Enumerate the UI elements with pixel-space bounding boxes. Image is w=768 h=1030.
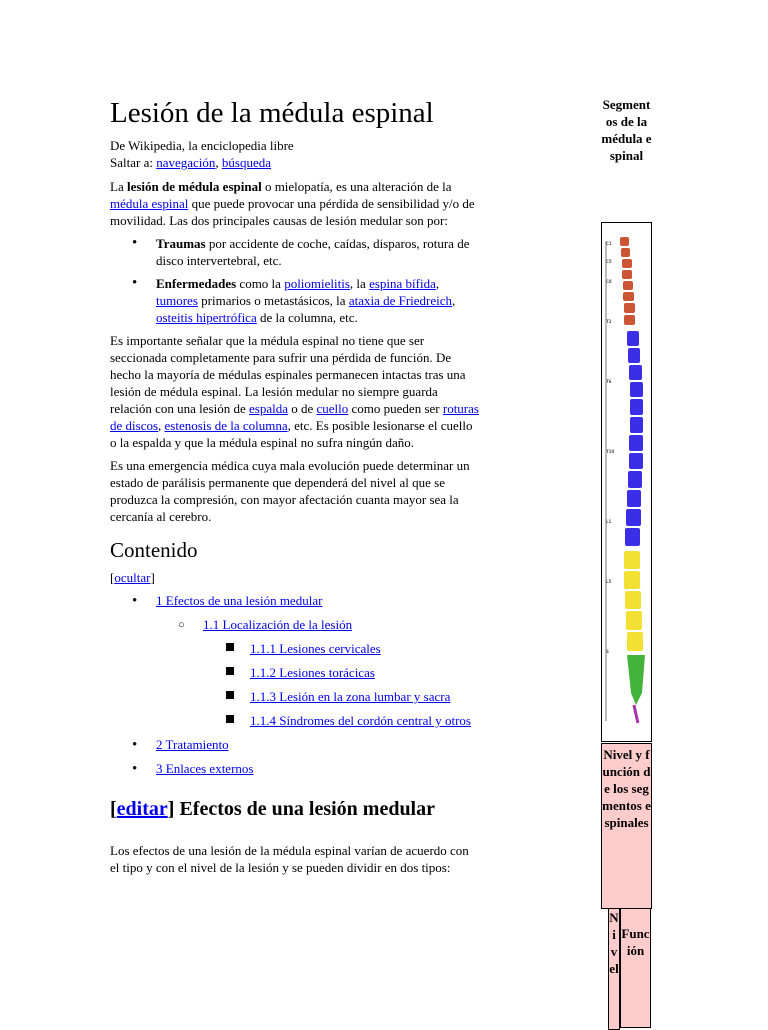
toc-link[interactable]: 1.1.4 Síndromes del cordón central y otros [250, 713, 471, 728]
svg-text:C5: C5 [606, 259, 612, 264]
sacral-vertebrae [627, 655, 645, 723]
infobox-title: Segmentos de la médula espinal [601, 97, 652, 163]
square-bullet-icon [226, 691, 234, 699]
svg-text:L5: L5 [606, 579, 612, 584]
bullet-icon: • [132, 761, 138, 777]
toc-link[interactable]: 3 Enlaces externos [156, 761, 254, 776]
section-heading: [editar] Efectos de una lesión medular [110, 798, 435, 820]
navigation-link[interactable]: navegación [156, 155, 216, 170]
spine-image [601, 222, 652, 742]
link-espina-bifida[interactable]: espina bífida [369, 276, 436, 291]
toc-hide-link[interactable]: ocultar [114, 570, 151, 585]
square-bullet-icon [226, 715, 234, 723]
toc-item [110, 640, 480, 664]
toc-item [110, 712, 480, 736]
jump-links: Saltar a: navegación, búsqueda [110, 155, 272, 170]
link-medula-espinal[interactable]: médula espinal [110, 196, 189, 211]
toc-item [110, 592, 480, 616]
link-poliomielitis[interactable]: poliomielitis [284, 276, 350, 291]
svg-text:T10: T10 [606, 449, 615, 454]
paragraph: Es importante señalar que la médula espinal no tiene que ser seccionada completamente para sufrir una pérdida de función. De hecho la mayoría de médulas espinales permanecen intactas tras una lesión de médula espinal. La lesión medular no siempre guarda relación con una lesión de espalda o de cuello como pueden ser roturas de discos, estenosis de la columna, etc. Es posible lesionarse el cuello o la espalda y que la médula espinal no sufra ningún daño. [110, 333, 479, 450]
page-title: Lesión de la médula espinal [110, 97, 434, 129]
article-body [110, 96, 480, 882]
toc-item [110, 664, 480, 688]
causes-list [110, 235, 480, 326]
paragraph: Es una emergencia médica cuya mala evolución puede determinar un estado de parálisis permanente que dependerá del nivel al que se produzca la compresión, con mayor afectación cuanta mayor sea la cercanía al cerebro. [110, 458, 470, 524]
infobox [601, 96, 652, 976]
toc-link[interactable]: 2 Tratamiento [156, 737, 229, 752]
toc-item [110, 688, 480, 712]
bullet-icon: • [132, 737, 138, 753]
search-link[interactable]: búsqueda [221, 155, 272, 170]
link-osteitis[interactable]: osteitis hipertrófica [156, 310, 257, 325]
link-tumores[interactable]: tumores [156, 293, 198, 308]
toc-link[interactable]: 1.1.1 Lesiones cervicales [250, 641, 381, 656]
svg-text:L1: L1 [606, 519, 612, 524]
link-espalda[interactable]: espalda [248, 401, 288, 416]
infobox-col-nivel: Nivel [608, 908, 620, 1030]
link-estenosis[interactable]: estenosis de la columna [164, 418, 288, 433]
svg-text:T2: T2 [606, 319, 612, 324]
svg-text:S: S [606, 649, 609, 654]
toc-link[interactable]: 1.1.3 Lesión en la zona lumbar y sacra [250, 689, 451, 704]
circle-bullet-icon: ○ [178, 619, 185, 631]
link-cuello[interactable]: cuello [316, 401, 349, 416]
list-item: • Traumas por accidente de coche, caídas, disparos, rotura de disco intervertebral, etc. [110, 235, 480, 269]
toc-link[interactable]: 1.1 Localización de la lesión [203, 617, 353, 632]
infobox-col-funcion: Función [620, 908, 651, 1028]
list-item: • Enfermedades como la poliomielitis, la espina bífida, tumores primarios o metastásicos, la ataxia de Friedreich, osteitis hipertrófica de la columna, etc. [110, 275, 480, 326]
square-bullet-icon [226, 667, 234, 675]
thoracic-vertebrae [625, 331, 643, 546]
link-ataxia[interactable]: ataxia de Friedreich [348, 293, 453, 308]
toc-heading: Contenido [110, 538, 198, 562]
toc-link[interactable]: 1 Efectos de una lesión medular [156, 593, 323, 608]
paragraph: Los efectos de una lesión de la médula espinal varían de acuerdo con el tipo y con el nivel de la lesión y se pueden dividir en dos tipos: [110, 843, 469, 875]
toc-item [110, 760, 480, 784]
table-of-contents [110, 592, 480, 784]
cervical-vertebrae [620, 237, 635, 325]
spine-diagram [602, 223, 651, 741]
svg-text:C1: C1 [606, 241, 612, 246]
toc-item [110, 736, 480, 760]
toc-item [110, 616, 480, 640]
lumbar-vertebrae [624, 551, 643, 651]
intro-paragraph: La lesión de médula espinal o mielopatía, es una alteración de la médula espinal que puede provocar una pérdida de sensibilidad y/o de movilidad. Las dos principales causas de lesión medular son por: [110, 179, 475, 228]
link-roturas-discos[interactable]: roturas de discos [110, 401, 479, 433]
article-subtitle: De Wikipedia, la enciclopedia libre [110, 138, 294, 153]
svg-text:T6: T6 [606, 379, 612, 384]
square-bullet-icon [226, 643, 234, 651]
svg-text:C8: C8 [606, 279, 612, 284]
bullet-icon: • [132, 593, 138, 609]
infobox-caption: Nivel y función de los segmentos espinales [601, 743, 652, 909]
toc-toggle: [ocultar] [110, 570, 155, 585]
toc-link[interactable]: 1.1.2 Lesiones torácicas [250, 665, 375, 680]
edit-link[interactable]: editar [116, 798, 168, 820]
